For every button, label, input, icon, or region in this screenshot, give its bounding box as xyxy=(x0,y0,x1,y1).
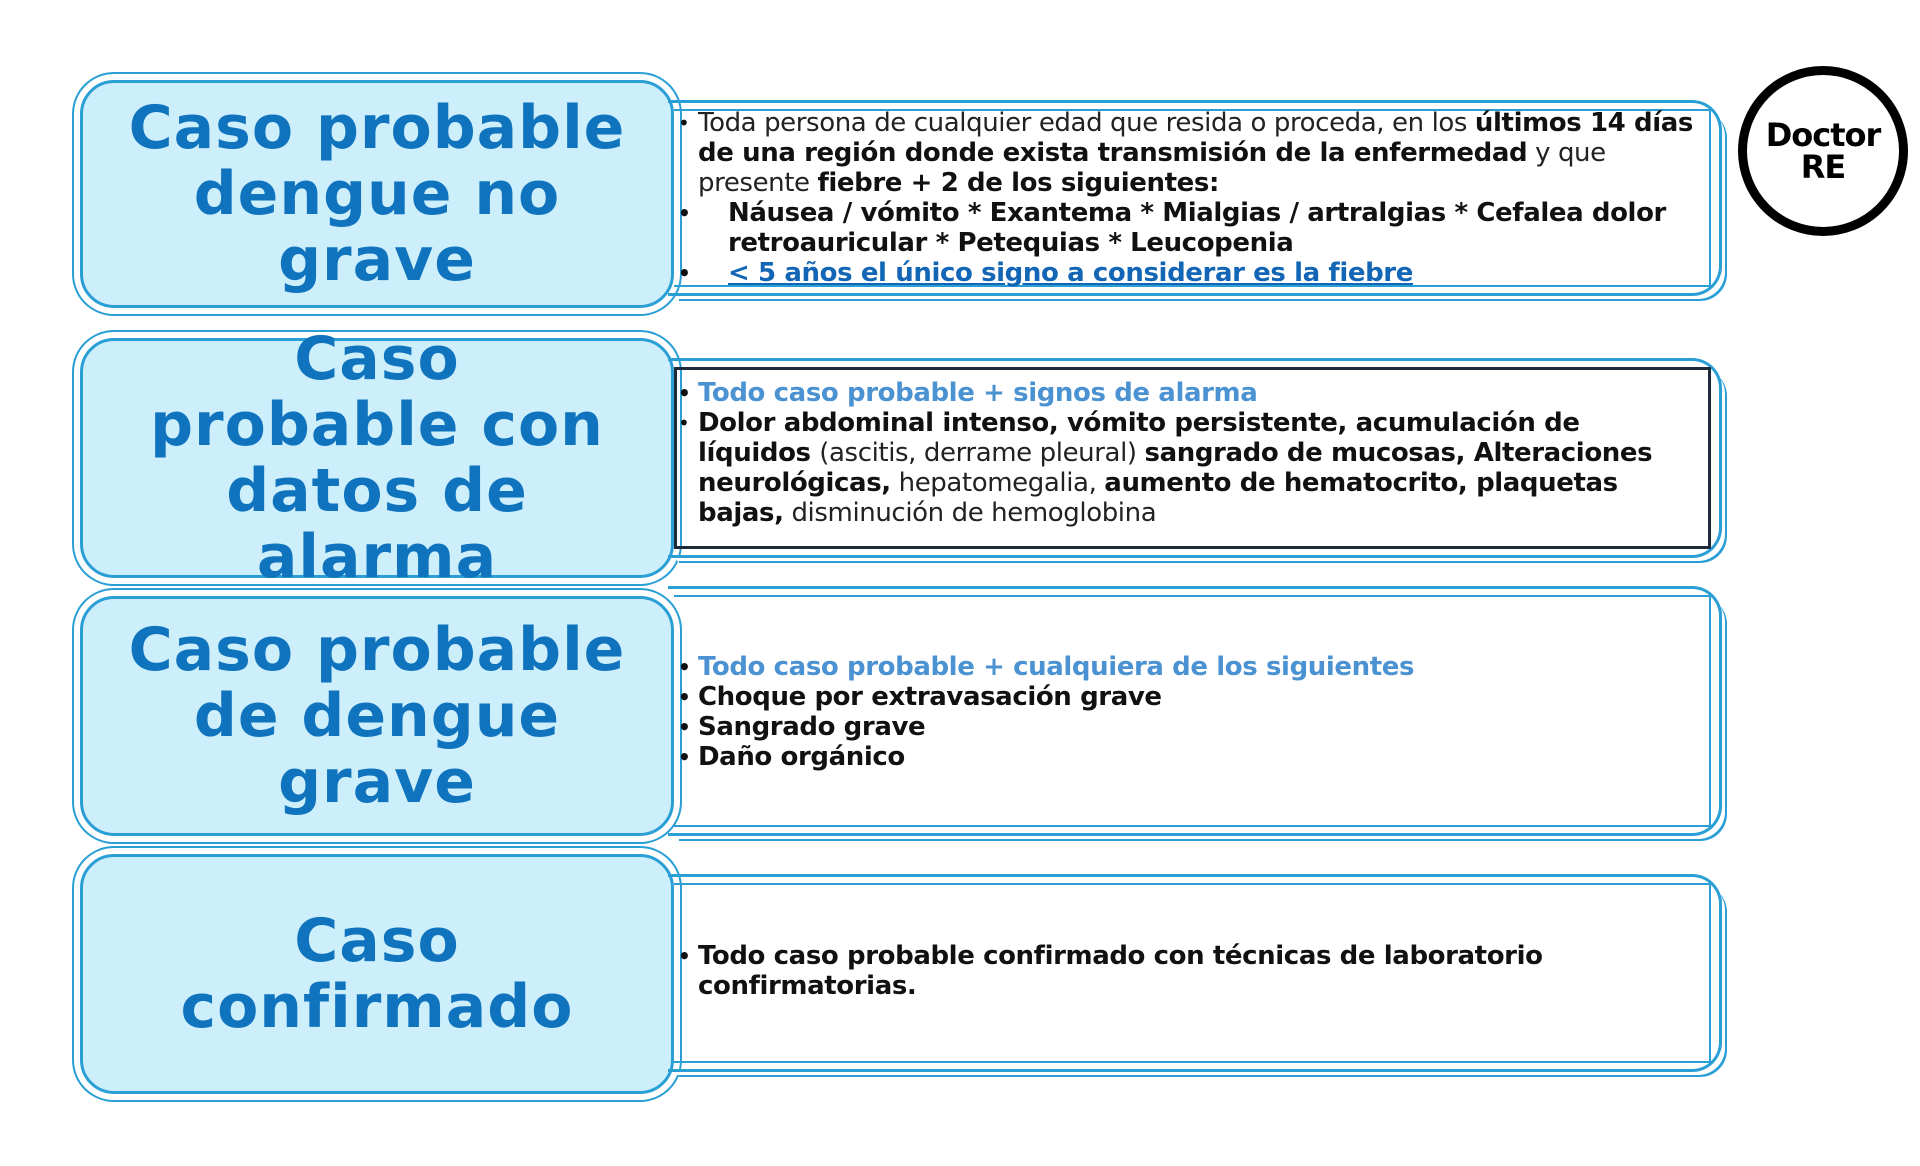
text-segment: disminución de hemoglobina xyxy=(783,498,1157,528)
doctor-re-logo xyxy=(1738,66,1908,236)
case-title-2: Caso probable con datos de alarma xyxy=(150,324,604,592)
text-segment: y que presente xyxy=(698,138,1606,198)
case-title-box-3 xyxy=(80,596,674,836)
case-title-box-4 xyxy=(80,854,674,1094)
case-description-1 xyxy=(674,108,1700,288)
case-title-box-1 xyxy=(80,80,674,308)
case-description-4 xyxy=(674,941,1560,1001)
list-item: • Daño orgánico xyxy=(674,742,1700,772)
list-item: • Todo caso probable + cualquiera de los siguientes xyxy=(674,652,1700,682)
list-item xyxy=(674,408,1700,528)
text-segment: (ascitis, derrame pleural) xyxy=(819,438,1145,468)
case-title-4: Caso confirmado xyxy=(180,906,574,1042)
text-segment: Toda persona de cualquier edad que resida o proceda, en los xyxy=(698,108,1475,138)
case-description-2 xyxy=(674,378,1700,528)
list-item: • Sangrado grave xyxy=(674,712,1700,742)
alert-note: < 5 años el único signo a considerar es la fiebre xyxy=(728,258,1413,288)
logo-line-1: Doctor xyxy=(1765,116,1881,154)
text-segment: aumento de hematocrito, plaquetas bajas, xyxy=(698,468,1618,528)
list-item xyxy=(674,258,1700,288)
case-title-1: Caso probable dengue no grave xyxy=(128,93,626,295)
text-segment: fiebre + 2 de los siguientes: xyxy=(817,168,1219,198)
logo-line-2: RE xyxy=(1800,148,1846,186)
list-item: • Todo caso probable confirmado con técnicas de laboratorio confirmatorias. xyxy=(674,941,1560,1001)
list-item xyxy=(674,108,1700,198)
case-title-box-2 xyxy=(80,324,674,592)
list-item: • Náusea / vómito * Exantema * Mialgias / artralgias * Cefalea dolor retroauricular * Petequias * Leucopenia xyxy=(674,198,1700,258)
list-item: • Todo caso probable + signos de alarma xyxy=(674,378,1700,408)
text-segment: últimos 14 días de una región donde exista transmisión de la enfermedad xyxy=(698,108,1693,168)
text-segment: hepatomegalia, xyxy=(890,468,1105,498)
text-segment: Dolor abdominal intenso, vómito persistente, acumulación de líquidos xyxy=(698,408,1580,468)
case-title-3: Caso probable de dengue grave xyxy=(128,615,626,817)
case-description-3 xyxy=(674,652,1700,772)
text-segment: sangrado de mucosas, Alteraciones neurológicas, xyxy=(698,438,1653,498)
list-item: • Choque por extravasación grave xyxy=(674,682,1700,712)
